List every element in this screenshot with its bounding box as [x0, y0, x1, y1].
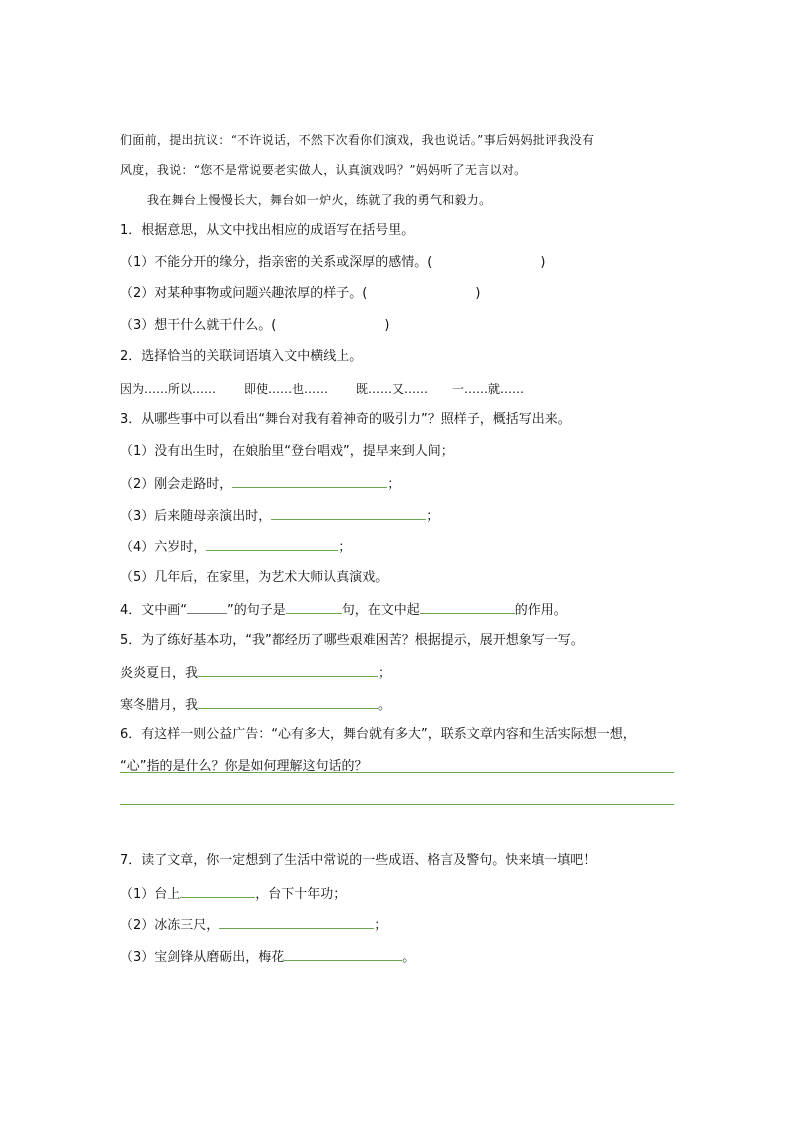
q5-item-2-text: 寒冬腊月，我: [120, 698, 199, 713]
q5-answer-2[interactable]: [198, 695, 378, 709]
q3-answer-4[interactable]: [206, 537, 338, 551]
q1-item-3-close: ): [384, 318, 390, 333]
q3-answer-3[interactable]: [271, 506, 426, 520]
q2-title: 2．选择恰当的关联词语填入文中横线上。: [120, 349, 363, 364]
q3-item-2-semi: ；: [387, 477, 401, 492]
q3-item-2-text: （2）刚会走路时，: [120, 477, 233, 492]
q7-item-1-tail: ，台下十年功；: [255, 887, 347, 902]
q2-option-2: 即使……也……: [244, 382, 329, 396]
q4-line: [120, 600, 567, 620]
q1-item-2-close: ): [475, 286, 481, 301]
q3-answer-2[interactable]: [232, 474, 387, 488]
q5-title: 5．为了练好基本功，“我”都经历了哪些艰难困苦？根据提示，展开想象写一写。: [120, 633, 584, 648]
q4-part-4: 的作用。: [514, 603, 567, 618]
q7-item-1-text: （1）台上: [120, 887, 181, 902]
q6-answer-line-2[interactable]: [120, 804, 674, 805]
q7-item-3-text: （3）宝剑锋从磨砺出，梅花: [120, 950, 285, 965]
q2-options: [120, 380, 524, 398]
q3-item-4: [120, 537, 351, 557]
q4-part-2: ”的句子是: [227, 603, 286, 618]
q1-item-1: [120, 254, 545, 272]
q5-item-2: [120, 695, 391, 715]
q7-answer-3[interactable]: [284, 947, 402, 961]
q5-answer-1[interactable]: [198, 663, 378, 677]
q1-item-1-text: （1）不能分开的缘分，指亲密的关系或深厚的感情。(: [120, 255, 433, 270]
q1-item-3-text: （3）想干什么就干什么。(: [120, 318, 277, 333]
q7-item-1: [120, 884, 346, 904]
q3-item-3-semi: ；: [426, 509, 440, 524]
q4-answer-1[interactable]: [286, 600, 342, 614]
q7-item-2-tail: ；: [374, 918, 388, 933]
q3-item-1: （1）没有出生时，在娘胎里“登台唱戏”，提早来到人间；: [120, 444, 454, 459]
q3-item-3: [120, 506, 439, 526]
q4-part-3: 句，在文中起: [341, 603, 420, 618]
q5-item-1-text: 炎炎夏日，我: [120, 666, 199, 681]
q3-item-3-text: （3）后来随母亲演出时，: [120, 509, 272, 524]
q4-part-1: 4．文中画“: [120, 603, 188, 618]
q2-option-1: 因为……所以……: [120, 382, 217, 396]
q2-option-4: 一……就……: [452, 382, 525, 396]
q6-line-2: “心”指的是什么？你是如何理解这句话的？: [120, 759, 368, 774]
q6-line-1: 6．有这样一则公益广告：“心有多大，舞台就有多大”，联系文章内容和生活实际想一想，: [120, 727, 636, 742]
q3-item-2: [120, 474, 400, 494]
q1-item-2-text: （2）对某种事物或问题兴趣浓厚的样子。(: [120, 286, 368, 301]
q4-underline-sample: [187, 602, 227, 614]
q7-item-3: [120, 947, 415, 967]
q7-item-2: [120, 915, 387, 935]
q1-item-2: [120, 285, 480, 303]
q7-answer-2[interactable]: [219, 915, 374, 929]
q5-item-1-semi: ；: [378, 666, 392, 681]
q3-item-4-text: （4）六岁时，: [120, 540, 207, 555]
q1-item-1-close: ): [540, 255, 546, 270]
q7-item-3-tail: 。: [402, 950, 416, 965]
q6-answer-line-1[interactable]: [120, 772, 674, 773]
q5-item-1: [120, 663, 391, 683]
q1-item-3: [120, 317, 389, 335]
q2-option-3: 既……又……: [356, 382, 429, 396]
q5-item-2-period: 。: [378, 698, 392, 713]
q3-title: 3．从哪些事中可以看出“舞台对我有着神奇的吸引力”？照样子，概括写出来。: [120, 412, 571, 427]
passage-line-2: 风度，我说：“您不是常说要老实做人，认真演戏吗？”妈妈听了无言以对。: [120, 163, 527, 177]
q4-answer-2[interactable]: [420, 600, 515, 614]
q7-title: 7．读了文章，你一定想到了生活中常说的一些成语、格言及警句。快来填一填吧！: [120, 853, 597, 868]
q1-title: 1．根据意思，从文中找出相应的成语写在括号里。: [120, 223, 415, 238]
passage-line-3: 我在舞台上慢慢长大，舞台如一炉火，练就了我的勇气和毅力。: [147, 193, 492, 207]
passage-line-1: 们面前，提出抗议：“不许说话，不然下次看你们演戏，我也说话。”事后妈妈批评我没有: [120, 133, 595, 147]
q3-item-4-semi: ；: [338, 540, 352, 555]
q7-answer-1[interactable]: [180, 884, 255, 898]
q7-item-2-text: （2）冰冻三尺，: [120, 918, 220, 933]
q3-item-5: （5）几年后，在家里，为艺术大师认真演戏。: [120, 570, 389, 585]
